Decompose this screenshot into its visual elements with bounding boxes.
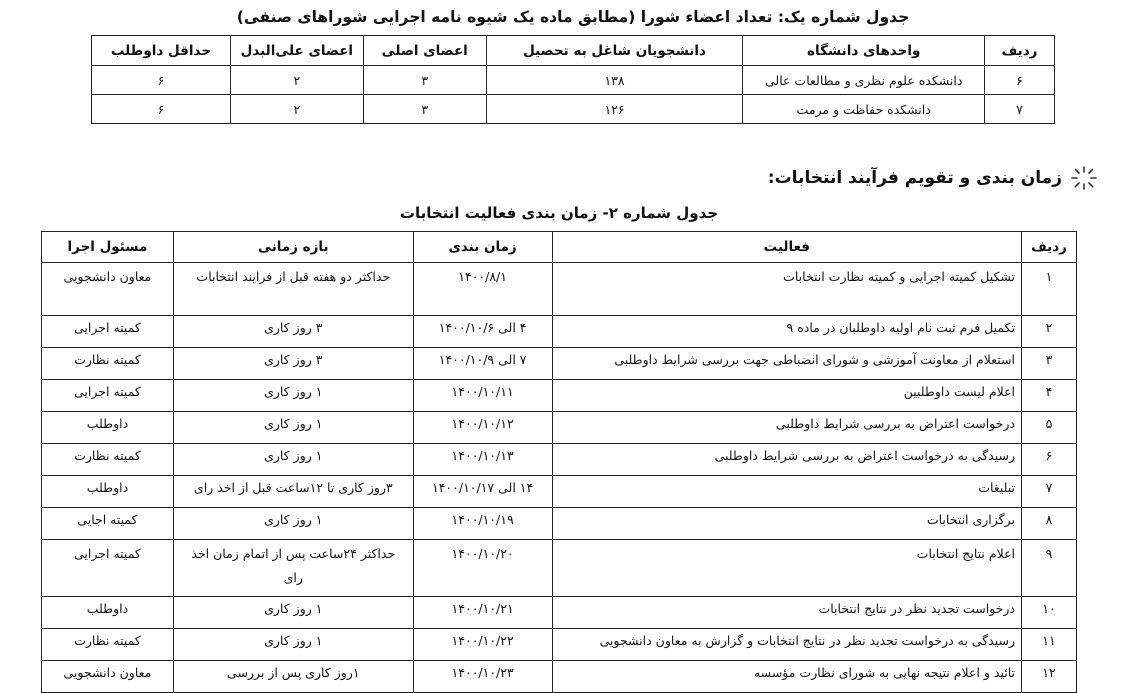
table-cell: ۱ روز کاری [173,412,413,444]
table-cell: ۶ [985,66,1055,95]
table-cell: حداکثر ۲۴ساعت پس از اتمام زمان اخذ رای [173,540,413,597]
header-cell: اعضای اصلی [363,36,486,66]
table-cell: ۱۴ الی ۱۴۰۰/۱۰/۱۷ [413,476,552,508]
table-cell: داوطلب [42,597,174,629]
table-cell: ۶ [92,95,231,124]
table-cell: اعلام لیست داوطلبین [552,380,1021,412]
table-cell: کمیته اجایی [42,508,174,540]
table-cell: تائید و اعلام نتیجه نهایی به شورای نظارت مؤسسه [552,661,1021,693]
table-cell: ۱۴۰۰/۱۰/۲۰ [413,540,552,597]
table-cell: درخواست تجدید نظر در نتایج انتخابات [552,597,1021,629]
table-cell: ۳روز کاری تا ۱۲ساعت قبل از اخذ رای [173,476,413,508]
table-cell: معاون دانشجویی [42,661,174,693]
table-cell: ۱ روز کاری [173,508,413,540]
table-row [42,540,1077,597]
table-cell: ۱۲۶ [486,95,743,124]
table-cell: کمیته نظارت [42,348,174,380]
table-cell: تشکیل کمیته اجرایی و کمیته نظارت انتخابات [552,263,1021,316]
table-cell: برگزاری انتخابات [552,508,1021,540]
council-members-table [91,35,1055,124]
table-cell: دانشکده علوم نظری و مطالعات عالی [743,66,985,95]
table-cell: ۸ [1022,508,1077,540]
table-cell: ۲ [230,95,363,124]
table-cell: ۱۴۰۰/۱۰/۱۹ [413,508,552,540]
table-row [42,661,1077,693]
table-cell: رسیدگی به درخواست تجدید نظر در نتایج انتخابات و گزارش به معاون دانشجویی [552,629,1021,661]
table-cell: ۱۳۸ [486,66,743,95]
table-cell: ۱۴۰۰/۱۰/۱۲ [413,412,552,444]
table-cell: کمیته اجرایی [42,380,174,412]
table-cell: ۱۴۰۰/۱۰/۲۱ [413,597,552,629]
table-cell: ۱۴۰۰/۱۰/۲۲ [413,629,552,661]
table-cell: ۱۴۰۰/۱۰/۱۱ [413,380,552,412]
table-row [42,476,1077,508]
table-cell: تبلیغات [552,476,1021,508]
table-row [92,66,1055,95]
header-cell: ردیف [985,36,1055,66]
table-row [42,348,1077,380]
table-row [42,444,1077,476]
header-cell: زمان بندی [413,232,552,263]
table-cell: ۹ [1022,540,1077,597]
table-cell: ۴ الی ۱۴۰۰/۱۰/۶ [413,316,552,348]
header-cell: دانشجویان شاغل به تحصیل [486,36,743,66]
header-cell: فعالیت [552,232,1021,263]
table-cell: ۷ الی ۱۴۰۰/۱۰/۹ [413,348,552,380]
header-cell: حداقل داوطلب [92,36,231,66]
table-cell: ۱۴۰۰/۱۰/۱۳ [413,444,552,476]
table-row [42,508,1077,540]
table-cell: ۶ [1022,444,1077,476]
table-cell: استعلام از معاونت آموزشی و شورای انضباطی جهت بررسی شرایط داوطلبی [552,348,1021,380]
table-cell: ۱ روز کاری [173,444,413,476]
table-cell: ۷ [1022,476,1077,508]
election-schedule-table [41,231,1077,693]
table-cell: ۱۴۰۰/۱۰/۲۳ [413,661,552,693]
table1-caption: جدول شماره یک: تعداد اعضاء شورا (مطابق ماده یک شیوه نامه اجرایی شوراهای صنفی) [236,8,910,26]
table-cell: ۱ روز کاری [173,380,413,412]
section-heading [768,165,1098,191]
header-cell: ردیف [1022,232,1077,263]
table-cell: ۱ روز کاری [173,629,413,661]
table2-caption: جدول شماره ۲- زمان بندی فعالیت انتخابات [399,204,719,222]
table-cell: داوطلب [42,412,174,444]
table-cell: ۱ روز کاری [173,597,413,629]
table-cell: ۳ [363,66,486,95]
table-cell: ۲ [1022,316,1077,348]
table-cell: درخواست اعتراض به بررسی شرایط داوطلبی [552,412,1021,444]
table-cell: رسیدگی به درخواست اعتراض به بررسی شرایط داوطلبی [552,444,1021,476]
table-cell: کمیته نظارت [42,629,174,661]
table-row [42,629,1077,661]
table-cell: ۴ [1022,380,1077,412]
table-cell: کمیته اجرایی [42,316,174,348]
table-header-row [92,36,1055,66]
table-cell: دانشکده حفاظت و مرمت [743,95,985,124]
table-cell: اعلام نتایج انتخابات [552,540,1021,597]
table-cell: ۳ [363,95,486,124]
header-cell: اعضای علی‌البدل [230,36,363,66]
table-row [92,95,1055,124]
sparkle-icon [1070,165,1098,191]
table-header-row [42,232,1077,263]
table-row [42,412,1077,444]
table-cell: داوطلب [42,476,174,508]
table-cell: ۱ [1022,263,1077,316]
table-row [42,263,1077,316]
table-cell: معاون دانشجویی [42,263,174,316]
table-cell: ۱روز کاری پس از بررسی [173,661,413,693]
table-cell: ۲ [230,66,363,95]
table-cell: ۱۲ [1022,661,1077,693]
table-cell: ۱۴۰۰/۸/۱ [413,263,552,316]
section-heading-text: زمان بندی و تقویم فرآیند انتخابات: [767,168,1062,188]
table-cell: ۷ [985,95,1055,124]
table-cell: ۳ روز کاری [173,316,413,348]
table-row [42,597,1077,629]
table-cell: ۵ [1022,412,1077,444]
header-cell: بازه زمانی [173,232,413,263]
table-row [42,380,1077,412]
table-cell: کمیته اجرایی [42,540,174,597]
table-cell: تکمیل فرم ثبت نام اولیه داوطلبان در ماده ۹ [552,316,1021,348]
table-cell: ۶ [92,66,231,95]
table-cell: ۳ روز کاری [173,348,413,380]
header-cell: مسئول اجرا [42,232,174,263]
table-row [42,316,1077,348]
table-cell: ۳ [1022,348,1077,380]
table-cell: کمیته نظارت [42,444,174,476]
table-cell: حداکثر دو هفته قبل از فرایند انتخابات [173,263,413,316]
table-cell: ۱۰ [1022,597,1077,629]
header-cell: واحدهای دانشگاه [743,36,985,66]
table-cell: ۱۱ [1022,629,1077,661]
